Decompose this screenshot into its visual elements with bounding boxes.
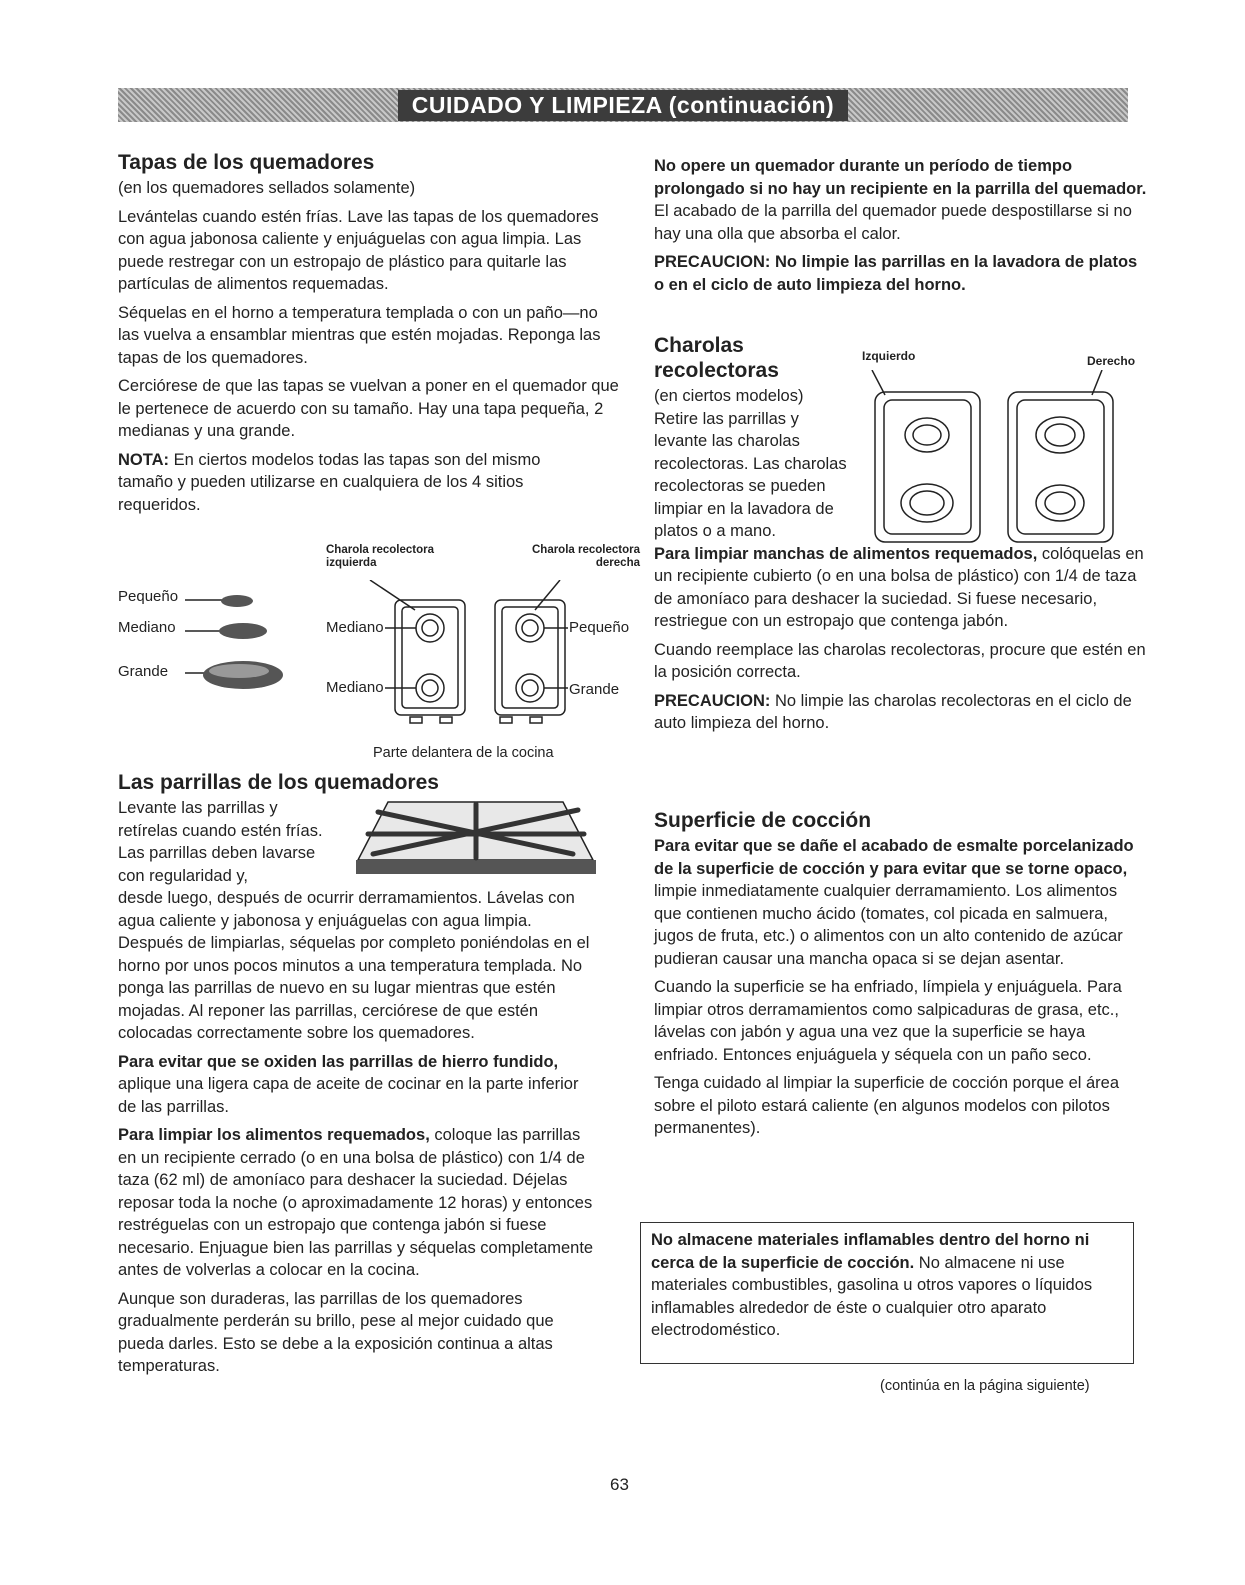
medium-cap-label: Mediano: [118, 619, 176, 636]
surface-p1-bold: Para evitar que se dañe el acabado de esmalte porcelanizado de la superficie de cocción y para evitar que se torne opaco,: [654, 837, 1134, 878]
grates-precaution: PRECAUCION: No limpie las parrillas en la lavadora de platos o en el ciclo de auto limpieza del horno.: [654, 253, 1138, 294]
drip-pans-header: [654, 333, 854, 385]
grates-p3-bold: Para limpiar los alimentos requemados,: [118, 1126, 430, 1144]
flammable-warning-box: [640, 1222, 1134, 1364]
medium-cap-icon: [219, 623, 267, 639]
grates-p3-text: coloque las parrillas en un recipiente cerrado (o en una bolsa de plástico) con 1/4 de taza (62 ml) de amoníaco para deshacer la suciedad. Déjelas reposar toda la noche (o aproximadamente 12 horas) y entonces restréguelas con un estropajo que contenga jabón si fuese necesario. Enjuague bien las parrillas y séquelas completamente antes de volverlas a colocar en la cocina.: [118, 1126, 594, 1279]
burner-warning: [654, 155, 1148, 245]
right-pan-label: Derecho: [1087, 354, 1136, 368]
grates-p2-text: aplique una ligera capa de aceite de cocinar en la parte inferior de las parrillas.: [118, 1075, 579, 1116]
burner-warning-text: El acabado de la parrilla del quemador puede despostillarse si no hay una olla que absorba el calor.: [654, 202, 1132, 243]
section-title: CUIDADO Y LIMPIEZA (continuación): [398, 90, 848, 121]
drip-pans-p1: [654, 543, 1148, 633]
grates-p4: Aunque son duraderas, las parrillas de los quemadores gradualmente perderán su brillo, pese al mejor cuidado que pueda darles. Esto se debe a la exposición continua a altas temperaturas.: [118, 1289, 554, 1375]
large-cap-label: Grande: [118, 663, 169, 680]
burner-caps-heading: Tapas de los quemadores: [118, 151, 375, 174]
grates-p1-cont: desde luego, después de ocurrir derramamientos. Lávelas con agua caliente y jabonosa y enjuáguelas con agua limpia. Después de limpiarlas, séquelas por completo poniéndolas en el horno por unos pocos minutos a una temperatura templada. No ponga las parrillas de nuevo en su lugar mientras que estén mojadas. Al reponer las parrillas, cerciórese de que estén colocadas correctamente sobre los quemadores.: [118, 889, 590, 1042]
large-right-label: Grande: [569, 681, 620, 698]
grates-p3: [118, 1124, 598, 1282]
grates-p1-intro: Levante las parrillas y retírelas cuando estén frías. Las parrillas deben lavarse con regularidad y,: [118, 799, 323, 885]
burner-cap-sizes-figure: [185, 585, 295, 705]
drip-pans-section: [654, 385, 1148, 741]
burner-caps-p3: Cerciórese de que las tapas se vuelvan a poner en el quemador que le pertenece de acuerdo con su tamaño. Hay una tapa pequeña, 2 medianas y una grande.: [118, 377, 619, 440]
drip-pans-p1-bold: Para limpiar manchas de alimentos requemados,: [654, 544, 1038, 563]
grates-p2-bold: Para evitar que se oxiden las parrillas de hierro fundido,: [118, 1052, 559, 1071]
flammable-warning-bold: No almacene materiales inflamables dentro del horno ni cerca de la superficie de cocción.: [651, 1231, 1090, 1272]
front-of-range-label: Parte delantera de la cocina: [373, 745, 554, 761]
burner-warning-bold: No opere un quemador durante un período de tiempo prolongado si no hay un recipiente en la parrilla del quemador.: [654, 157, 1147, 198]
grates-p2: [118, 1051, 598, 1119]
left-tray-label: Charola recolectora izquierda: [326, 544, 435, 569]
burner-grates-heading: Las parrillas de los quemadores: [118, 771, 439, 794]
surface-p3: Tenga cuidado al limpiar la superficie de cocción porque el área sobre el piloto estará caliente (en algunos modelos con pilotos permanentes).: [654, 1074, 1120, 1137]
burner-caps-p2: Séquelas en el horno a temperatura templada o con un paño—no las vuelva a ensamblar mientras que estén mojadas. Reponga las tapas de los quemadores.: [118, 303, 601, 367]
medium-left-top-label: Mediano: [326, 619, 384, 636]
drip-pans-p2: Cuando reemplace las charolas recolectoras, procure que estén en la posición correcta.: [654, 640, 1146, 681]
burner-caps-p1: Levántelas cuando estén frías. Lave las tapas de los quemadores con agua jabonosa caliente y enjuáguelas con agua limpia. Las puede restregar con un estropajo de plástico para quitarle las partículas de alimentos requemadas.: [118, 207, 599, 293]
small-cap-icon: [221, 595, 253, 607]
drip-pans-precaution-label: PRECAUCION:: [654, 691, 771, 710]
burner-caps-subtitle: (en los quemadores sellados solamente): [118, 179, 416, 197]
surface-p1-text: limpie inmediatamente cualquier derramamiento. Los alimentos que contienen mucho ácido (tomates, col picada en salmuera, jugos de fruta, etc.) o alimentos con un alto contenido de azúcar pudieran causar una mancha opaca si se dejan asentar.: [654, 882, 1123, 968]
burner-caps-section: [118, 150, 623, 522]
drip-pans-precaution: [654, 690, 1148, 735]
note-label: NOTA:: [118, 450, 170, 469]
right-warnings: [654, 155, 1148, 302]
continued-note: (continúa en la página siguiente): [880, 1378, 1090, 1394]
drip-pans-heading: Charolas recolectoras: [654, 334, 779, 382]
burner-caps-note: [118, 449, 588, 517]
surface-heading: Superficie de cocción: [654, 809, 872, 832]
section-banner: [118, 88, 1128, 122]
cooktop-surface-section: [654, 808, 1148, 1146]
cooktop-top-view: [320, 580, 620, 740]
surface-p1: [654, 835, 1148, 970]
small-cap-label: Pequeño: [118, 588, 179, 605]
burner-grate-illustration: [348, 790, 598, 882]
note-text: En ciertos modelos todas las tapas son del mismo tamaño y pueden utilizarse en cualquiera de los 4 sitios requeridos.: [118, 450, 541, 514]
left-pan-label: Izquierdo: [862, 349, 916, 363]
right-tray-label: Charola recolectora derecha: [531, 544, 640, 569]
drip-pans-subtitle: (en ciertos modelos): [654, 387, 804, 405]
page-number: 63: [610, 1475, 629, 1494]
surface-p2: Cuando la superficie se ha enfriado, límpiela y enjuáguela. Para limpiar otros derramamientos como salpicaduras de grasa, etc., lávelas con jabón y agua una vez que la superficie se haya enfriado. Entonces enjuáguela y séquela con un paño seco.: [654, 978, 1122, 1064]
medium-left-bottom-label: Mediano: [326, 679, 384, 696]
small-right-label: Pequeño: [569, 619, 630, 636]
flammable-warning-text: No almacene ni use materiales combustibles, gasolina u otros vapores o líquidos inflamables alrededor de éste o cualquier otro aparato electrodoméstico.: [651, 1253, 1093, 1339]
drip-pans-p1-text: colóquelas en un recipiente cubierto (o en una bolsa de plástico) con 1/4 de taza de amoníaco para deshacer la suciedad. Si fuese necesario, restriegue con un estropajo que contenga jabón.: [654, 544, 1144, 630]
drip-pans-precaution-text: No limpie las charolas recolectoras en el ciclo de auto limpieza del horno.: [654, 691, 1132, 732]
drip-pans-p1-intro: Retire las parrillas y levante las charolas recolectoras. Las charolas recolectoras se pueden limpiar en la lavadora de platos o a mano.: [654, 409, 847, 540]
